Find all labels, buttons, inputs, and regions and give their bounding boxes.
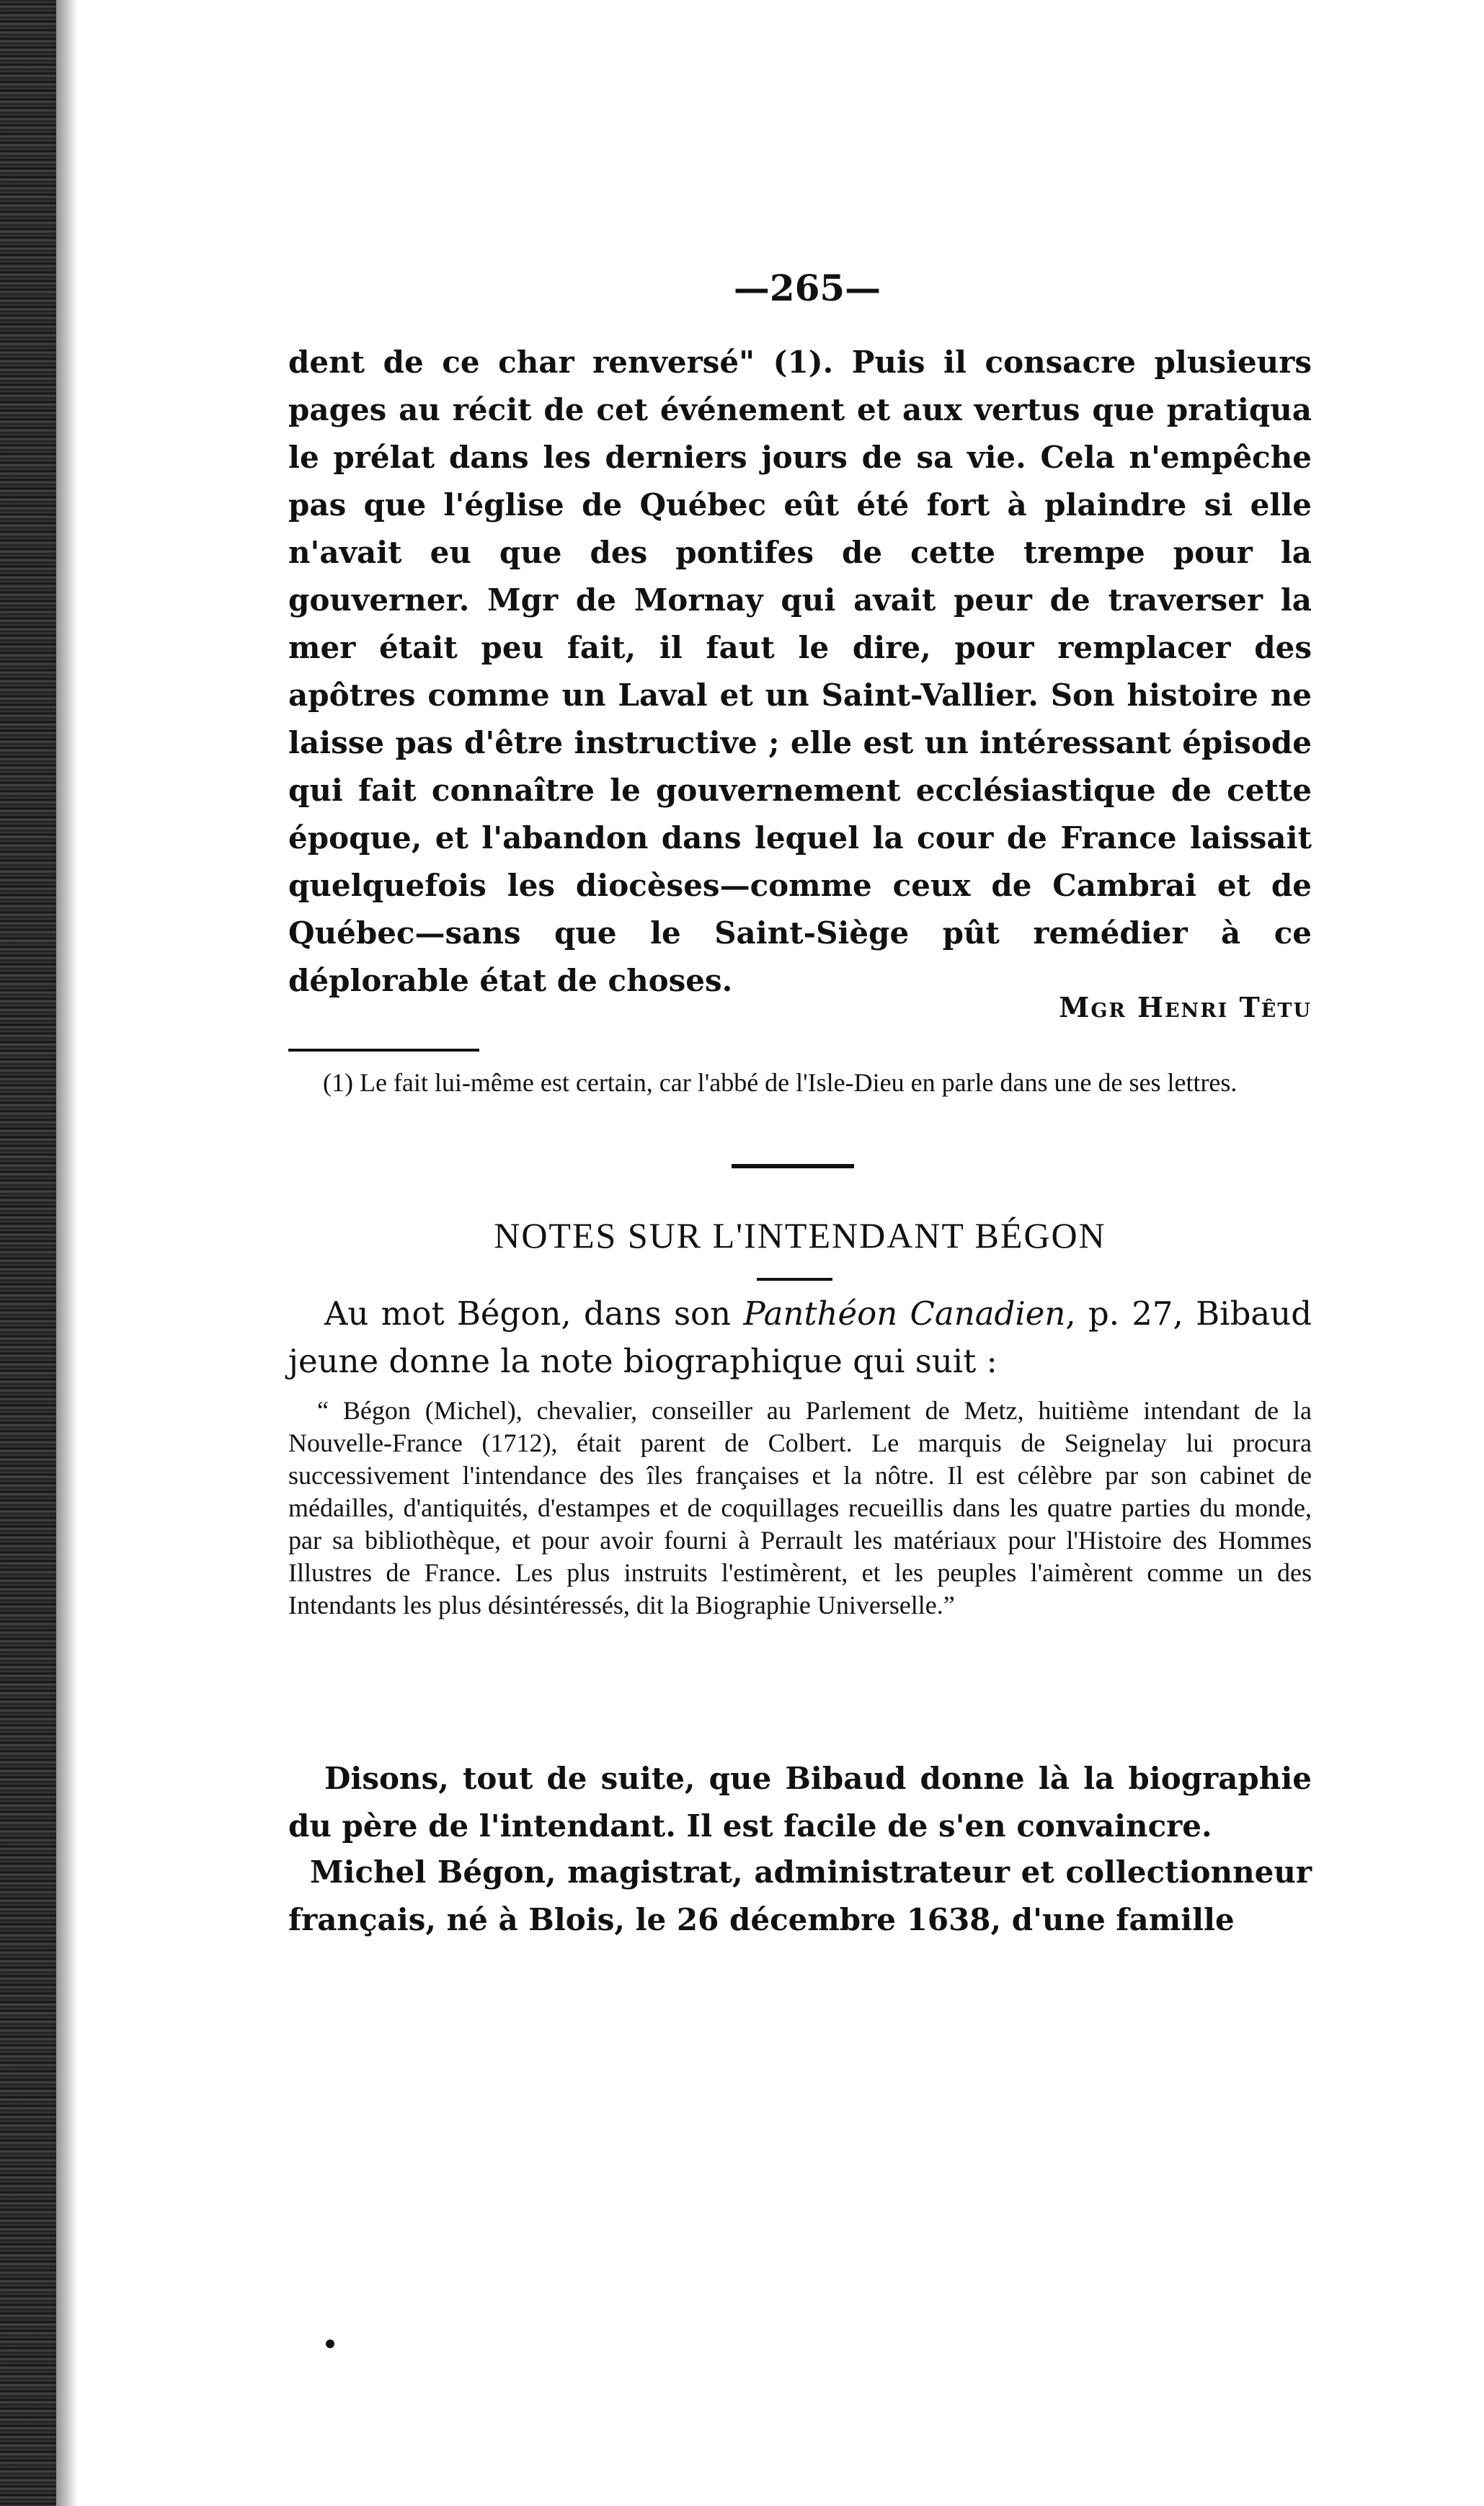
book-spine-shadow [0,0,56,2506]
paragraph-biography-note: Disons, tout de suite, que Bibaud donne là la biographie du père de l'intendant. Il est facile de s'en convaincre. [288,1761,1312,1844]
intro-text-before: Au mot Bégon, dans son [324,1294,744,1333]
page-number: —265— [733,267,881,309]
author-signature: Mgr Henri Têtu [1059,991,1312,1023]
footnote: (1) Le fait lui-même est certain, car l'abbé de l'Isle-Dieu en parle dans une de ses lettres. [323,1068,1238,1097]
gutter-shadow [56,0,78,2506]
footnote-separator [288,1049,479,1052]
paragraph-michel-begon: Michel Bégon, magistrat, administrateur et collectionneur français, né à Blois, le 26 décembre 1638, d'une famille [288,1854,1312,1937]
ink-speck [326,2340,334,2348]
biographical-quote: “ Bégon (Michel), chevalier, conseiller au Parlement de Metz, huitième intendant de la Nouvelle-France (1712), était parent de Colbert. Le marquis de Seignelay lui procura successivement l'intendance des îles françaises et la nôtre. Il est célèbre par son cabinet de médailles, d'antiquités, d'estampes et de coquillages recueillis dans les quatre parties du monde, par sa bibliothèque, et pour avoir fourni à Perrault les matériaux pour l'Histoire des Hommes Illustres de France. Les plus instruits l'estimèrent, et les peuples l'aimèrent comme un des Intendants les plus désintéressés, dit la Biographie Universelle.” [288,1396,1312,1619]
work-title: Panthéon Canadien [743,1294,1066,1333]
section-divider [732,1164,854,1168]
intro-text-after: , p. 27, Bibaud jeune donne la note biographique qui suit : [288,1294,1312,1380]
intro-paragraph [288,1290,1312,1385]
continuation-paragraph: dent de ce char renversé" (1). Puis il consacre plusieurs pages au récit de cet événement et aux vertus que pratiqua le prélat dans les derniers jours de sa vie. Cela n'empêche pas que l'église de Québec eût été fort à plaindre si elle n'avait eu que des pontifes de cette trempe pour la gouverner. Mgr de Mornay qui avait peur de traverser la mer était peu fait, il faut le dire, pour remplacer des apôtres comme un Laval et un Saint-Vallier. Son histoire ne laisse pas d'être instructive ; elle est un intéressant épisode qui fait connaître le gouvernement ecclésiastique de cette époque, et l'abandon dans lequel la cour de France laissait quelquefois les diocèses—comme ceux de Cambrai et de Québec—sans que le Saint-Siège pût remédier à ce déplorable état de choses. [288,345,1312,998]
title-underline [757,1278,832,1281]
section-title: NOTES SUR L'INTENDANT BÉGON [494,1215,1106,1256]
